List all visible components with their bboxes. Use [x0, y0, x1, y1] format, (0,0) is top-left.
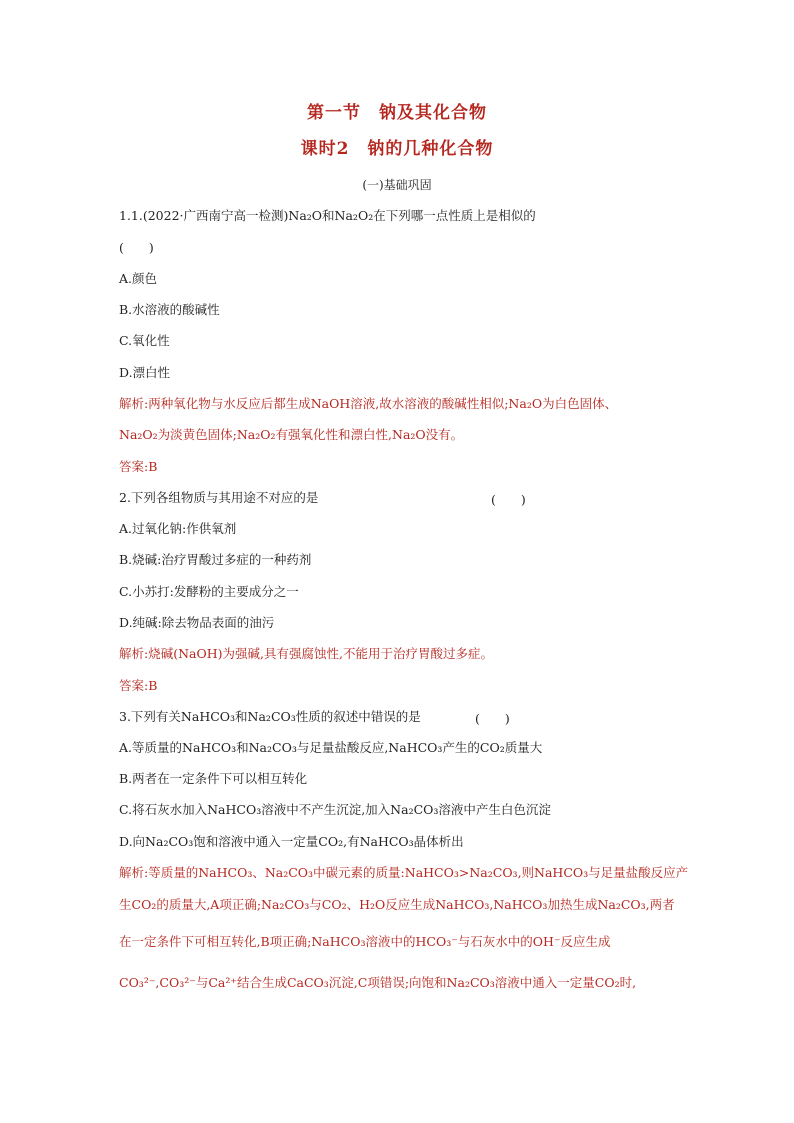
q1-option-b: B.水溶液的酸碱性	[119, 302, 220, 317]
q2-option-d: D.纯碱:除去物品表面的油污	[119, 615, 275, 630]
q3-option-b: B.两者在一定条件下可以相互转化	[119, 771, 308, 786]
q2-stem: 2.下列各组物质与其用途不对应的是	[119, 490, 319, 505]
q2-answer: 答案:B	[119, 678, 158, 693]
q1-analysis-line1: 解析:两种氧化物与水反应后都生成NaOH溶液,故水溶液的酸碱性相似;Na₂O为白色固体、	[119, 396, 618, 411]
q3-analysis-line4: CO₃²⁻,CO₃²⁻与Ca²⁺结合生成CaCO₃沉淀,C项错误;向饱和Na₂CO₃溶液中通入一定量CO₂时,	[119, 975, 637, 990]
q1-stem: 1.1.(2022·广西南宁高一检测)Na₂O和Na₂O₂在下列哪一点性质上是相似的	[119, 208, 536, 223]
chapter-title: 第一节 钠及其化合物	[307, 103, 487, 123]
q2-paren: ( )	[491, 492, 526, 507]
section-heading: (一)基础巩固	[362, 178, 432, 192]
q1-analysis-line2: Na₂O₂为淡黄色固体;Na₂O₂有强氧化性和漂白性,Na₂O没有。	[119, 427, 464, 442]
q2-option-a: A.过氧化钠:作供氧剂	[119, 521, 237, 536]
q1-option-d: D.漂白性	[119, 365, 171, 380]
q3-analysis-line2: 生CO₂的质量大,A项正确;Na₂CO₃与CO₂、H₂O反应生成NaHCO₃,NaHCO₃加热生成Na₂CO₃,两者	[119, 897, 675, 912]
lesson-title: 课时2 钠的几种化合物	[300, 139, 494, 159]
q1-option-a: A.颜色	[119, 271, 158, 286]
q2-option-b: B.烧碱:治疗胃酸过多症的一种药剂	[119, 552, 312, 567]
q2-option-c: C.小苏打:发酵粉的主要成分之一	[119, 584, 299, 599]
q1-answer: 答案:B	[119, 459, 158, 474]
q3-stem: 3.下列有关NaHCO₃和Na₂CO₃性质的叙述中错误的是	[119, 709, 421, 724]
q1-option-c: C.氧化性	[119, 333, 170, 348]
q1-paren: ( )	[119, 240, 154, 255]
q3-paren: ( )	[475, 711, 510, 726]
q3-option-d: D.向Na₂CO₃饱和溶液中通入一定量CO₂,有NaHCO₃晶体析出	[119, 834, 464, 849]
q3-analysis-line3: 在一定条件下可相互转化,B项正确;NaHCO₃溶液中的HCO₃⁻与石灰水中的OH⁻反应生成	[119, 934, 611, 949]
q3-option-a: A.等质量的NaHCO₃和Na₂CO₃与足量盐酸反应,NaHCO₃产生的CO₂质量大	[119, 740, 543, 755]
q3-option-c: C.将石灰水加入NaHCO₃溶液中不产生沉淀,加入Na₂CO₃溶液中产生白色沉淀	[119, 802, 551, 817]
q3-analysis-line1: 解析:等质量的NaHCO₃、Na₂CO₃中碳元素的质量:NaHCO₃>Na₂CO₃,则NaHCO₃与足量盐酸反应产	[119, 865, 689, 880]
q2-analysis-line1: 解析:烧碱(NaOH)为强碱,具有强腐蚀性,不能用于治疗胃酸过多症。	[119, 646, 493, 661]
